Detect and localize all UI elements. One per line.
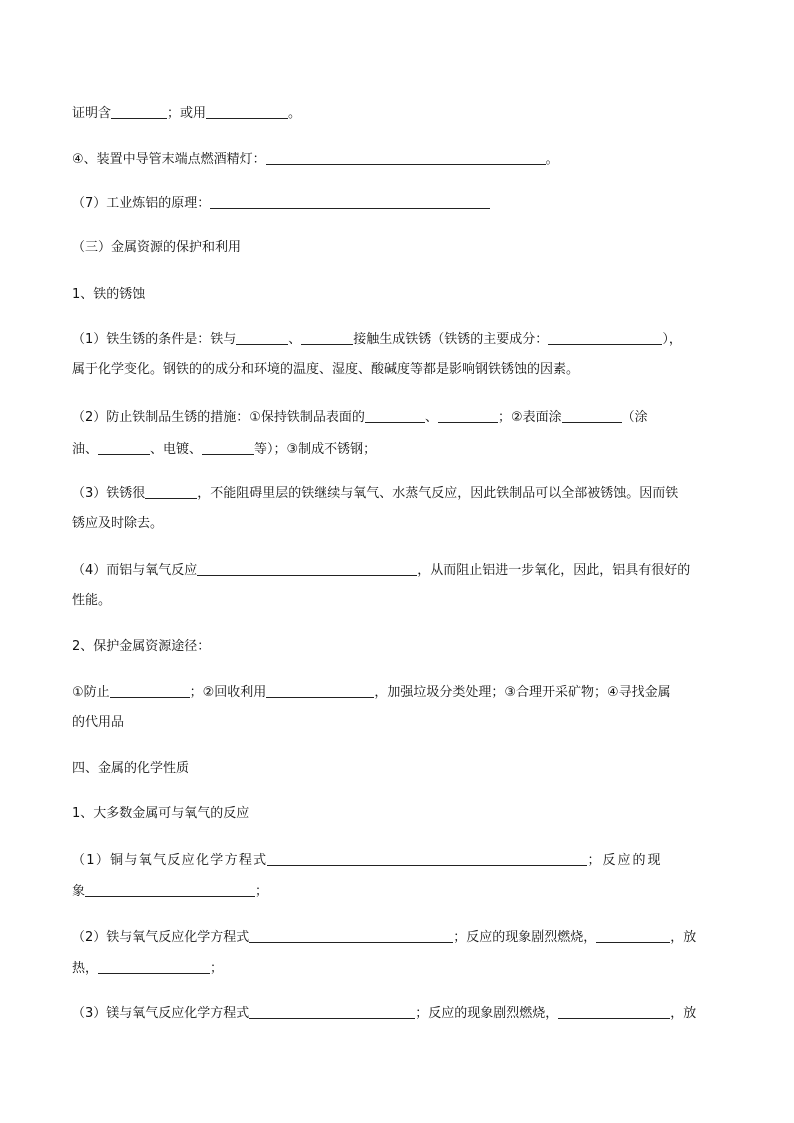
line-industrial-iron xyxy=(72,194,490,212)
text: （1）铜与氧气反应化学方程式 xyxy=(72,853,268,868)
blank-7[interactable] xyxy=(548,330,662,345)
text: 接触生成铁锈（铁锈的主要成分： xyxy=(353,332,549,347)
blank-20[interactable] xyxy=(596,928,670,943)
line-proof xyxy=(72,104,301,122)
subheading-resource-protection: 2、保护金属资源途径： xyxy=(72,639,211,654)
text: ，加强垃圾分类处理；③合理开采矿物；④寻找金属 xyxy=(374,685,671,700)
text: ；反应的现象剧烈燃烧， xyxy=(453,930,597,945)
text: 证明含 xyxy=(72,106,112,121)
blank-8[interactable] xyxy=(365,408,425,423)
line-alcohol-lamp xyxy=(72,150,559,168)
text: 、 xyxy=(288,332,302,347)
text: 。 xyxy=(288,106,302,121)
text: （4）而铝与氧气反应 xyxy=(72,563,198,578)
line-copper-oxygen xyxy=(72,851,663,869)
blank-18[interactable] xyxy=(85,882,255,897)
text: ； xyxy=(255,884,269,899)
blank-13[interactable] xyxy=(145,484,197,499)
text: （2）铁与氧气反应化学方程式 xyxy=(72,930,250,945)
blank-1[interactable] xyxy=(111,104,167,119)
subheading-oxygen-reactions: 1、大多数金属可与氧气的反应 xyxy=(72,806,250,821)
subheading-rust: 1、铁的锈蚀 xyxy=(72,287,146,302)
line-iron-oxygen-cont xyxy=(72,959,223,977)
blank-16[interactable] xyxy=(266,683,374,698)
text: （2）防止铁制品生锈的措施：①保持铁制品表面的 xyxy=(72,410,365,425)
text: ；反应的现象剧烈燃烧， xyxy=(415,1006,559,1021)
section-heading-protection: （三）金属资源的保护和利用 xyxy=(72,240,242,255)
line-aluminum xyxy=(72,561,690,579)
blank-4[interactable] xyxy=(210,194,490,209)
text: ①防止 xyxy=(72,685,110,700)
line-resource-methods-cont: 的代用品 xyxy=(72,715,125,730)
text: 。 xyxy=(545,152,559,167)
blank-3[interactable] xyxy=(266,150,546,165)
blank-23[interactable] xyxy=(558,1004,670,1019)
blank-19[interactable] xyxy=(249,928,453,943)
text: ； xyxy=(210,961,224,976)
line-aluminum-cont: 性能。 xyxy=(72,593,112,608)
section-heading-chemical-properties: 四、金属的化学性质 xyxy=(72,761,190,776)
line-copper-oxygen-cont xyxy=(72,882,268,900)
text: 象 xyxy=(72,884,86,899)
line-iron-oxygen xyxy=(72,928,696,946)
text: （1）铁生锈的条件是：铁与 xyxy=(72,332,237,347)
text: （3）镁与氧气反应化学方程式 xyxy=(72,1006,250,1021)
text: 热， xyxy=(72,961,99,976)
line-magnesium-oxygen xyxy=(72,1004,696,1022)
text: ，从而阻止铝进一步氧化，因此，铝具有很好的 xyxy=(417,563,691,578)
blank-11[interactable] xyxy=(98,440,150,455)
text: 、电镀、 xyxy=(150,442,203,457)
line-rust-loose-cont: 锈应及时除去。 xyxy=(72,516,164,531)
blank-14[interactable] xyxy=(197,561,417,576)
blank-12[interactable] xyxy=(202,440,254,455)
text: （3）铁锈很 xyxy=(72,486,146,501)
line-rust-conditions xyxy=(72,330,682,348)
text: ，放 xyxy=(670,1006,697,1021)
blank-17[interactable] xyxy=(267,851,587,866)
text: ④、装置中导管末端点燃酒精灯： xyxy=(72,152,266,167)
line-rust-prevention xyxy=(72,408,648,426)
blank-6[interactable] xyxy=(301,330,353,345)
text: ；反应的现 xyxy=(587,853,663,868)
text: ）， xyxy=(662,332,682,347)
line-resource-methods xyxy=(72,683,671,701)
text: ，不能阻碍里层的铁继续与氧气、水蒸气反应，因此铁制品可以全部被锈蚀。因而铁 xyxy=(197,486,679,501)
blank-22[interactable] xyxy=(249,1004,415,1019)
line-rust-loose xyxy=(72,484,678,502)
text: （涂 xyxy=(621,410,648,425)
blank-9[interactable] xyxy=(438,408,498,423)
blank-21[interactable] xyxy=(98,959,210,974)
text: ，放 xyxy=(670,930,697,945)
text: （7）工业炼铝的原理： xyxy=(72,196,211,211)
text: ；②表面涂 xyxy=(497,410,562,425)
blank-15[interactable] xyxy=(110,683,190,698)
text: ；或用 xyxy=(167,106,207,121)
blank-5[interactable] xyxy=(236,330,288,345)
text: 油、 xyxy=(72,442,99,457)
line-rust-prevention-cont xyxy=(72,440,376,458)
text: ；②回收利用 xyxy=(189,685,267,700)
line-rust-conditions-cont: 属于化学变化。钢铁的的成分和环境的温度、湿度、酸碱度等都是影响钢铁锈蚀的因素。 xyxy=(72,362,580,377)
blank-10[interactable] xyxy=(562,408,622,423)
text: 等）；③制成不锈钢； xyxy=(254,442,377,457)
text: 、 xyxy=(424,410,438,425)
blank-2[interactable] xyxy=(206,104,288,119)
